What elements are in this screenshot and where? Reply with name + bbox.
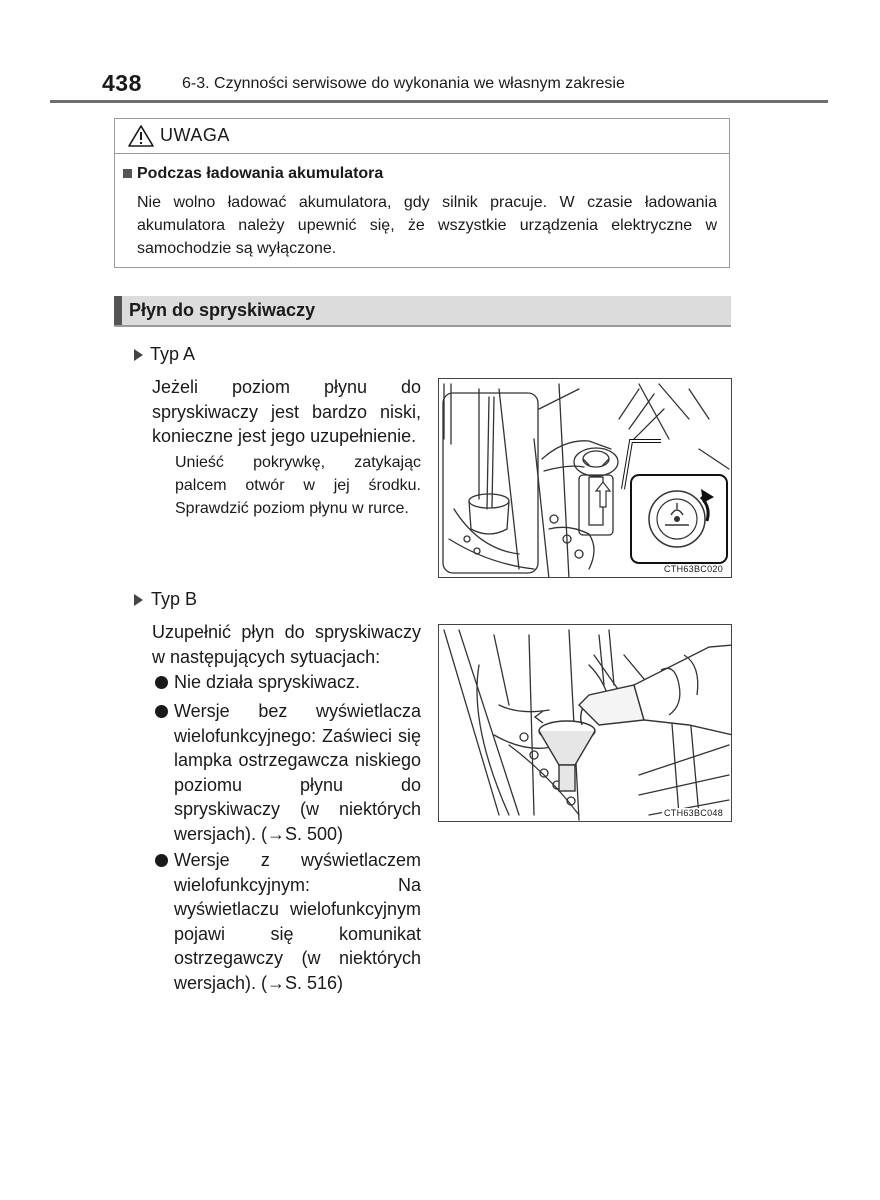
bullet-icon bbox=[155, 705, 168, 718]
bullet-icon bbox=[155, 854, 168, 867]
warning-header bbox=[115, 119, 729, 154]
refill-illustration bbox=[439, 625, 732, 822]
type-b-label: Typ B bbox=[151, 589, 198, 609]
triangle-marker-icon bbox=[134, 349, 143, 361]
warning-box bbox=[114, 118, 730, 268]
triangle-marker-icon bbox=[134, 594, 143, 606]
section-accent bbox=[114, 296, 122, 325]
header-rule bbox=[50, 100, 828, 103]
figure-code-a: CTH63BC020 bbox=[663, 564, 723, 574]
washer-reservoir-illustration bbox=[439, 379, 732, 578]
square-bullet-icon bbox=[123, 169, 132, 178]
bullet-item: Wersje z wyświetlaczem wielofunkcyjnym: Na wyświetlaczu wielofunkcyjnym pojawi się komunikat ostrzegawczy (w niektórych wersjach). (→S. 516) bbox=[174, 850, 421, 993]
figure-code-b: CTH63BC048 bbox=[663, 808, 723, 818]
type-b-intro: Uzupełnić płyn do spryskiwaczy w następujących sytuacjach: bbox=[152, 622, 421, 667]
type-a-label: Typ A bbox=[150, 344, 196, 364]
warning-text: Nie wolno ładować akumulatora, gdy silnik pracuje. W czasie ładowania akumulatora należy upewnić się, że wszystkie urządzenia elektryczne w samochodzie są wyłączone. bbox=[137, 194, 717, 257]
bullet-icon bbox=[155, 676, 168, 689]
bullet-item: Wersje bez wyświetlacza wielofunkcyjnego: Zaświeci się lampka ostrzegawcza niskiego poziomu płynu do spryskiwaczy (w niektórych wersjach). (→S. 500) bbox=[174, 701, 421, 844]
figure-type-a bbox=[438, 378, 732, 578]
warning-subheading: Podczas ładowania akumulatora bbox=[137, 165, 384, 182]
type-a-text: Jeżeli poziom płynu do spryskiwaczy jest bardzo niski, konieczne jest jego uzupełnienie. bbox=[152, 377, 421, 446]
chapter-title: 6-3. Czynności serwisowe do wykonania we własnym zakresie bbox=[182, 75, 625, 92]
type-a-note: Unieść pokrywkę, zatykając palcem otwór w jej środku. Sprawdzić poziom płynu w rurce. bbox=[175, 454, 421, 517]
page-number: 438 bbox=[102, 70, 142, 96]
section-heading-bar bbox=[114, 296, 731, 327]
figure-type-b bbox=[438, 624, 732, 822]
warning-triangle-icon bbox=[127, 124, 155, 148]
warning-title: UWAGA bbox=[160, 125, 230, 145]
bullet-item: Nie działa spryskiwacz. bbox=[174, 672, 361, 692]
section-heading: Płyn do spryskiwaczy bbox=[129, 300, 316, 320]
